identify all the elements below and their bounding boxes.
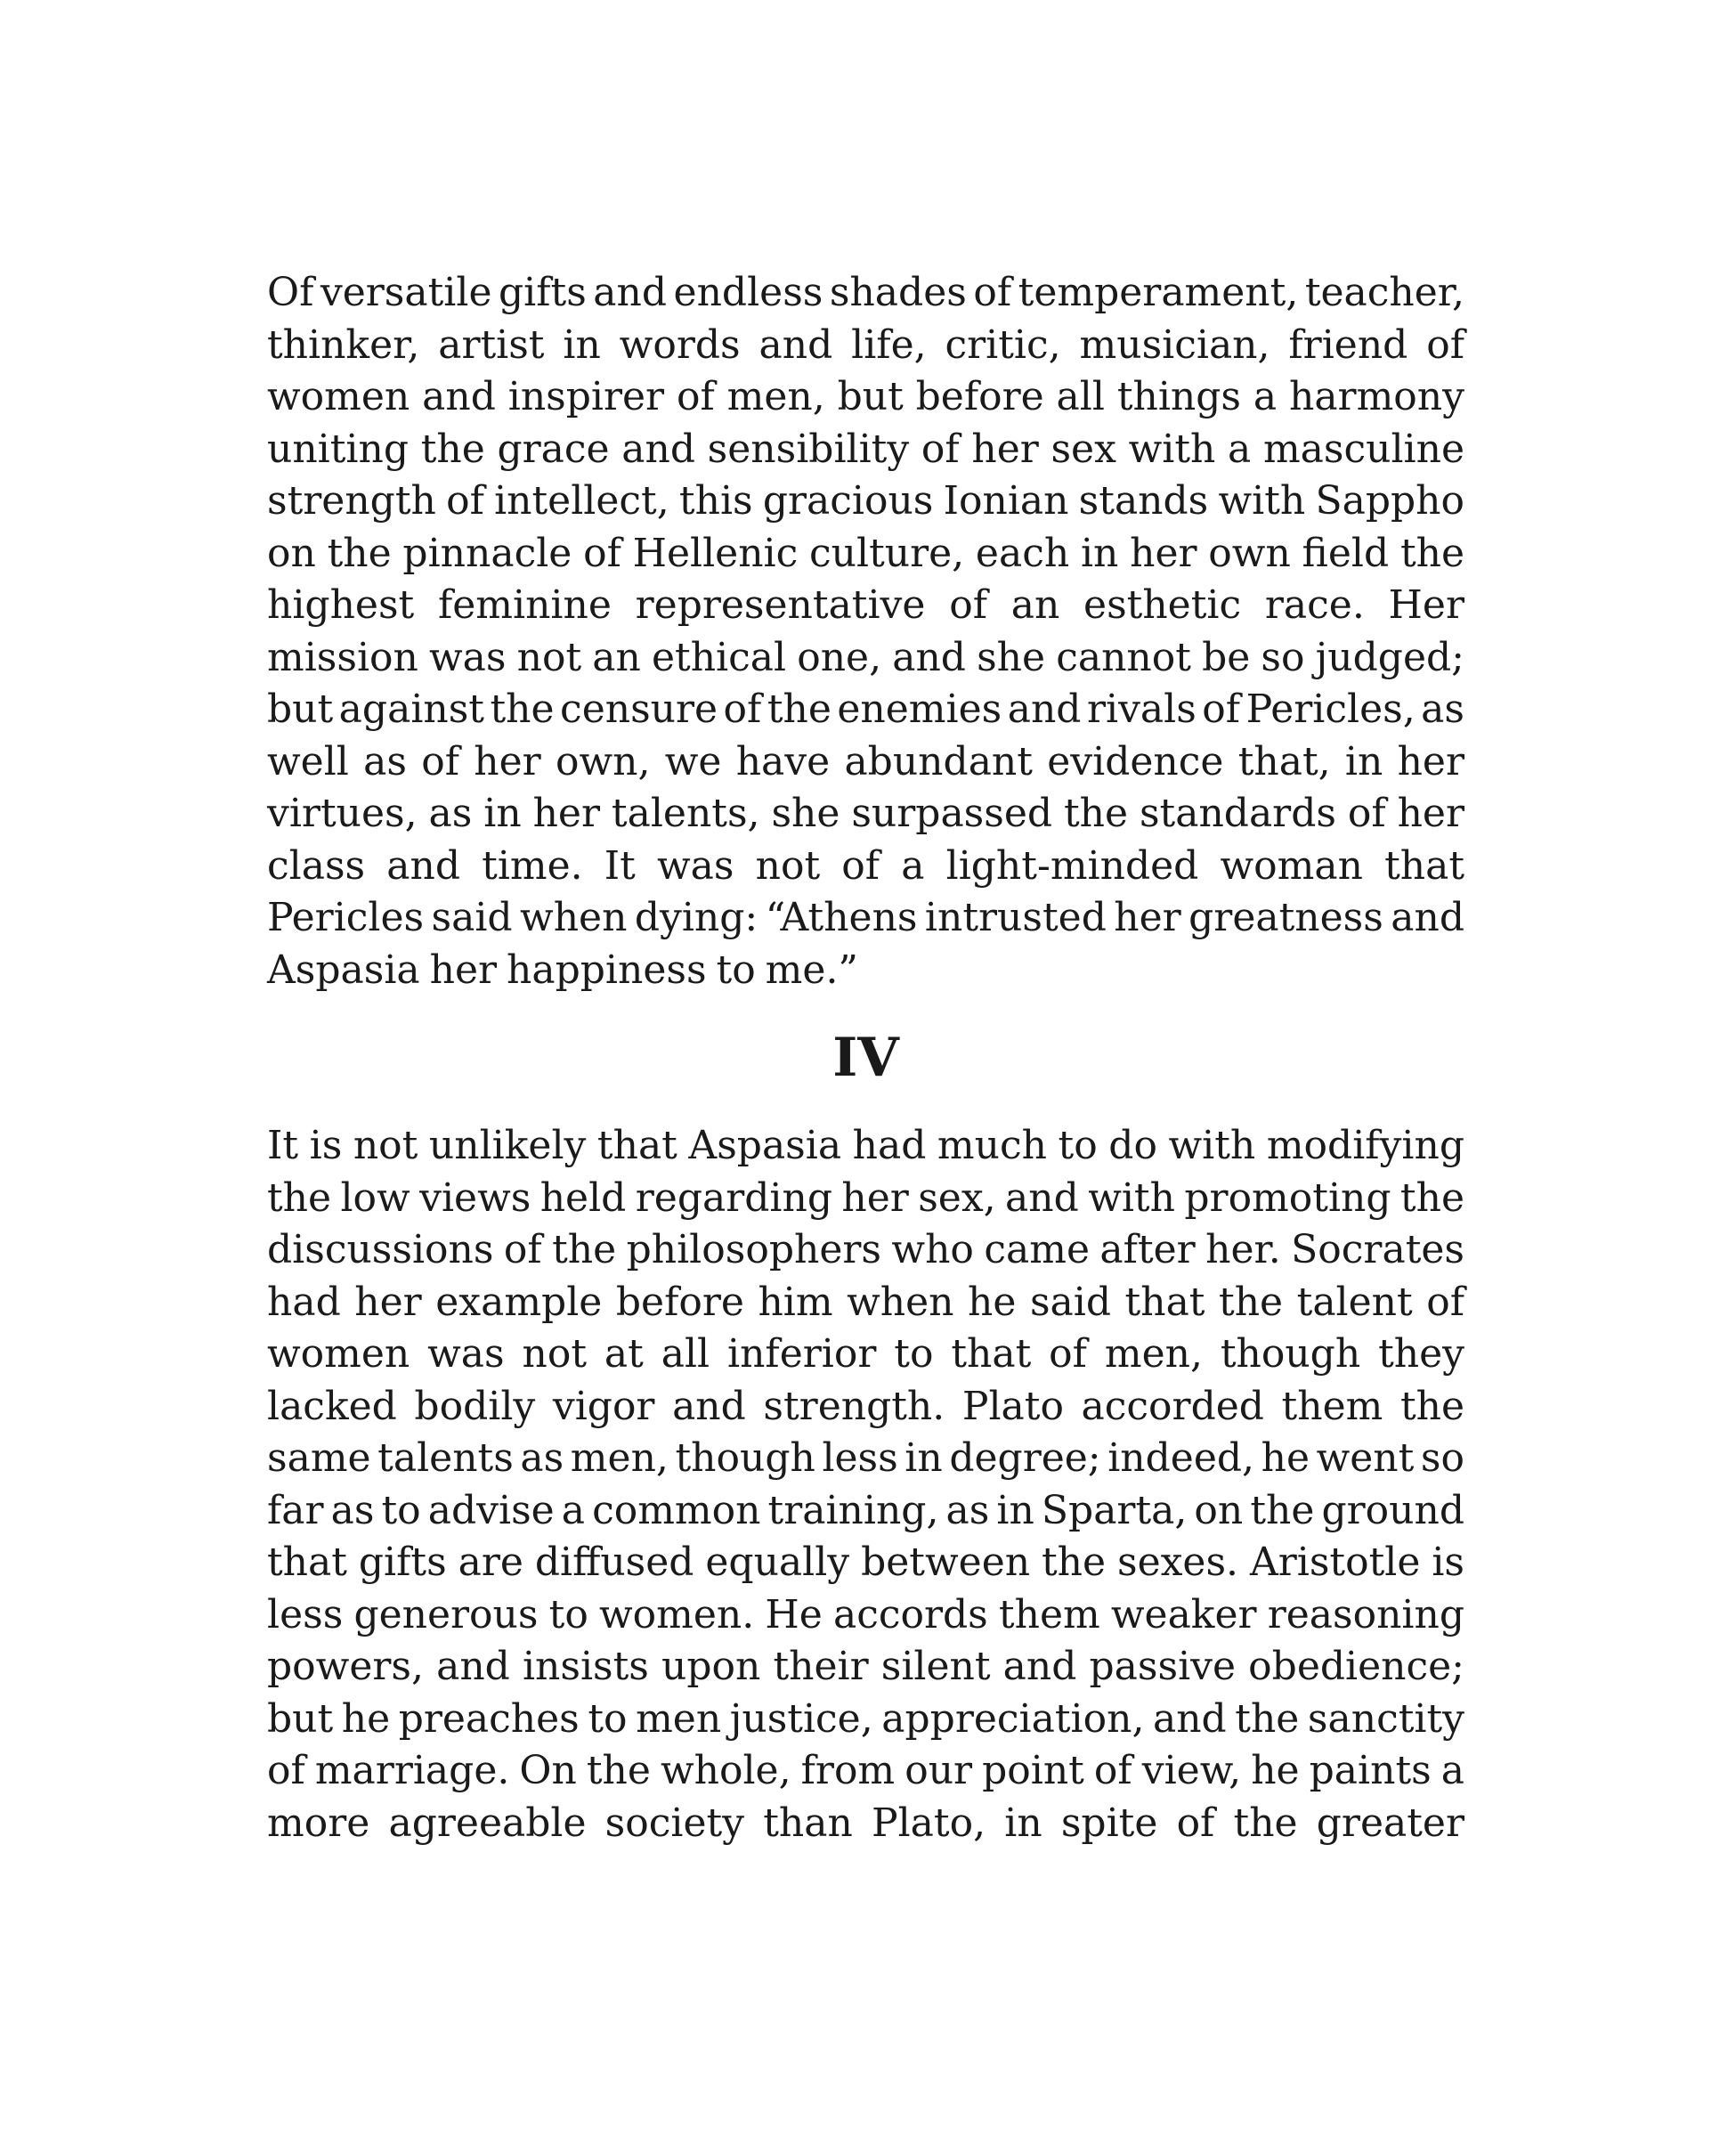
text-line: women was not at all inferior to that of men, though they [267, 1331, 1464, 1377]
text-line: Aspasia her happiness to me.” [267, 947, 858, 993]
text-line: lacked bodily vigor and strength. Plato accorded them the [267, 1383, 1464, 1429]
text-line: same talents as men, though less in degree; indeed, he went so [267, 1435, 1464, 1481]
text-line: the low views held regarding her sex, and with promoting the [267, 1174, 1464, 1221]
text-line: uniting the grace and sensibility of her sex with a masculine [267, 426, 1464, 472]
text-line: Of versatile gifts and endless shades of temperament, teacher, [267, 270, 1464, 315]
text-line: but he preaches to men justice, appreciation, and the sanctity [267, 1695, 1464, 1742]
text-line: of marriage. On the whole, from our point of view, he paints a [267, 1748, 1464, 1793]
text-line: powers, and insists upon their silent and passive obedience; [267, 1644, 1464, 1689]
text-line: virtues, as in her talents, she surpassed the standards of her [267, 791, 1464, 836]
paragraph-2 [267, 1120, 1464, 1849]
section-heading: IV [832, 1027, 899, 1089]
text-line: on the pinnacle of Hellenic culture, each in her own field the [267, 530, 1464, 576]
text-line: strength of intellect, this gracious Ionian stands with Sappho [267, 478, 1464, 524]
text-line: women and inspirer of men, but before all things a harmony [267, 374, 1464, 419]
text-line: mission was not an ethical one, and she cannot be so judged; [267, 634, 1464, 680]
paragraph-1 [267, 267, 1464, 996]
text-line: more agreeable society than Plato, in spite of the greater [267, 1800, 1464, 1846]
text-line: thinker, artist in words and life, critic, musician, friend of [267, 321, 1464, 368]
text-line: It is not unlikely that Aspasia had much to do with modifying [267, 1123, 1464, 1168]
text-line: but against the censure of the enemies and rivals of Pericles, as [267, 687, 1464, 732]
text-line: well as of her own, we have abundant evidence that, in her [267, 738, 1464, 784]
text-line: Pericles said when dying: “Athens intrusted her greatness and [267, 895, 1464, 940]
text-line: had her example before him when he said that the talent of [267, 1279, 1464, 1325]
text-line: far as to advise a common training, as in Sparta, on the ground [267, 1487, 1464, 1533]
text-line: less generous to women. He accords them weaker reasoning [267, 1591, 1464, 1637]
text-line: class and time. It was not of a light-minded woman that [267, 842, 1464, 889]
text-line: that gifts are diffused equally between the sexes. Aristotle is [267, 1540, 1464, 1585]
text-line: discussions of the philosophers who came after her. Socrates [267, 1227, 1464, 1272]
text-line: highest feminine representative of an esthetic race. Her [267, 582, 1464, 628]
